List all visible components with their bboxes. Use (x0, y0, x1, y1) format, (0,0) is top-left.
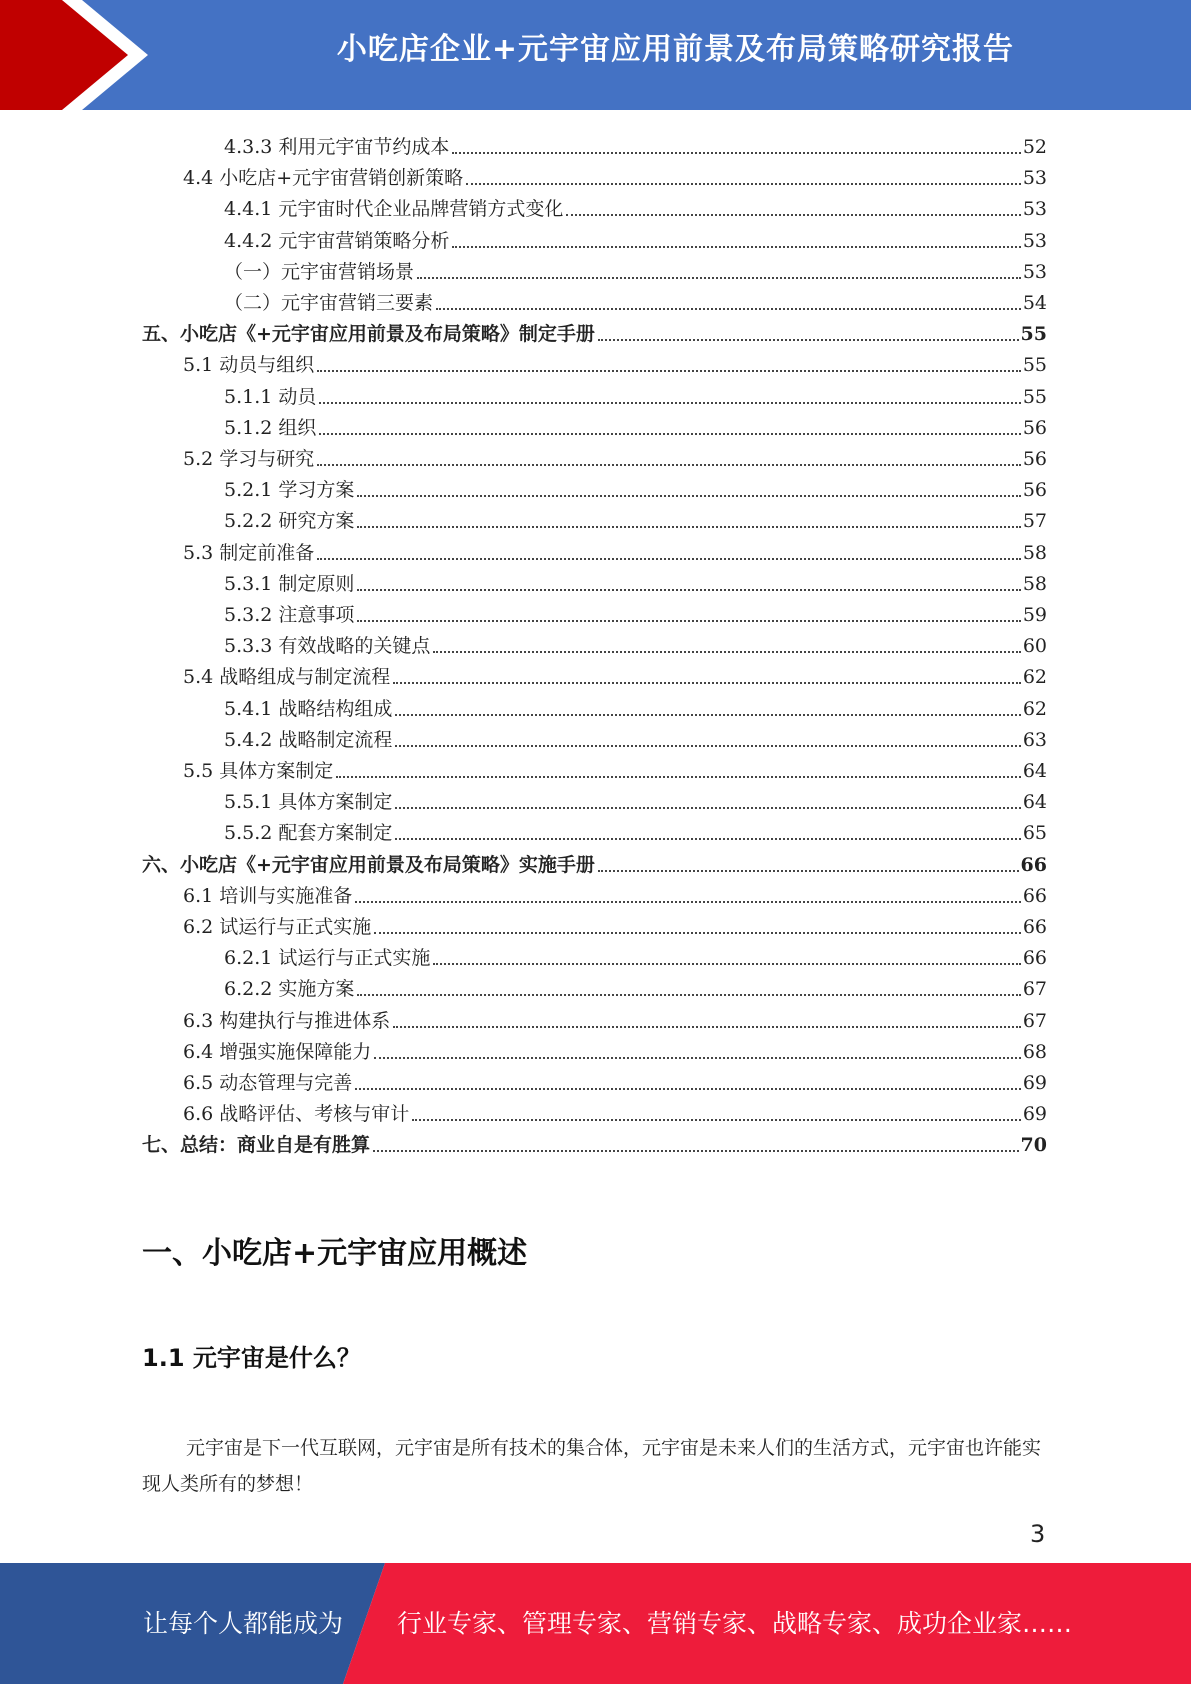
toc-entry[interactable] (224, 471, 1047, 502)
toc-entry-page: 55 (1020, 323, 1047, 346)
toc-entry-label: 4.4 小吃店+元宇宙营销创新策略 (183, 167, 464, 190)
toc-entry-page: 53 (1022, 167, 1047, 190)
toc-entry-label: 6.4 增强实施保障能力 (183, 1040, 372, 1063)
toc-dot-leader (317, 463, 1021, 466)
toc-entry[interactable] (224, 378, 1047, 409)
toc-entry-page: 56 (1022, 416, 1047, 439)
toc-entry-page: 53 (1022, 229, 1047, 252)
toc-dot-leader (395, 744, 1020, 747)
toc-entry-page: 64 (1022, 760, 1047, 782)
toc-entry-label: 5.4 战略组成与制定流程 (183, 666, 391, 689)
toc-entry-label: 5.3.2 注意事项 (224, 604, 355, 626)
toc-entry-label: 5.5.2 配套方案制定 (224, 822, 393, 845)
toc-entry[interactable] (224, 690, 1047, 721)
toc-dot-leader (319, 401, 1020, 404)
toc-entry-page: 67 (1022, 1009, 1047, 1032)
toc-entry[interactable] (224, 783, 1047, 814)
chapter-heading: 一、小吃店+元宇宙应用概述 (142, 1236, 528, 1271)
toc-entry-page: 52 (1022, 136, 1047, 158)
toc-entry-page: 67 (1022, 978, 1047, 1001)
toc-dot-leader (395, 837, 1020, 840)
toc-entry-page: 64 (1022, 791, 1047, 814)
body-paragraph: 元宇宙是下一代互联网，元宇宙是所有技术的集合体，元宇宙是未来人们的生活方式，元宇宙也许能实现人类所有的梦想！ (142, 1437, 1042, 1495)
toc-entry-label: （一）元宇宙营销场景 (224, 260, 415, 283)
toc-entry[interactable] (224, 721, 1047, 752)
toc-dot-leader (393, 681, 1021, 684)
toc-dot-leader (395, 713, 1020, 716)
toc-dot-leader (355, 1087, 1021, 1090)
page-number: 3 (1030, 1520, 1046, 1548)
toc-entry-page: 55 (1022, 385, 1047, 408)
toc-entry[interactable] (142, 1126, 1047, 1157)
toc-dot-leader (598, 869, 1019, 872)
toc-dot-leader (357, 993, 1020, 996)
footer-slogan-right: 行业专家、管理专家、营销专家、战略专家、成功企业家…… (397, 1609, 1073, 1638)
toc-entry-page: 66 (1020, 853, 1047, 876)
toc-entry-label: 6.5 动态管理与完善 (183, 1072, 353, 1094)
toc-entry-page: 53 (1022, 198, 1047, 221)
toc-entry-label: 5.4.1 战略结构组成 (224, 697, 393, 720)
toc-entry[interactable] (224, 502, 1047, 533)
toc-entry-label: 5.1 动员与组织 (183, 354, 315, 377)
toc-entry-page: 57 (1022, 510, 1047, 533)
toc-entry-page: 66 (1022, 884, 1047, 907)
toc-dot-leader (357, 588, 1020, 591)
toc-entry[interactable] (183, 159, 1047, 190)
toc-entry[interactable] (183, 1064, 1047, 1095)
toc-entry-label: 五、小吃店《+元宇宙应用前景及布局策略》制定手册 (142, 323, 595, 346)
toc-entry-page: 69 (1022, 1072, 1047, 1094)
toc-dot-leader (357, 525, 1020, 528)
toc-entry[interactable] (183, 1033, 1047, 1064)
toc-entry-page: 66 (1022, 947, 1047, 970)
toc-dot-leader (417, 276, 1021, 279)
toc-entry-label: 5.3 制定前准备 (183, 541, 315, 564)
toc-entry-label: 6.2 试运行与正式实施 (183, 916, 372, 938)
toc-entry[interactable] (224, 627, 1047, 658)
toc-entry[interactable] (183, 1002, 1047, 1033)
toc-entry-page: 58 (1022, 572, 1047, 595)
toc-entry-page: 66 (1022, 916, 1047, 938)
toc-dot-leader (452, 245, 1020, 248)
toc-entry-page: 56 (1022, 448, 1047, 470)
toc-entry[interactable] (183, 877, 1047, 908)
toc-entry-label: 5.1.1 动员 (224, 385, 317, 408)
toc-entry[interactable] (224, 939, 1047, 970)
toc-dot-leader (452, 151, 1020, 154)
toc-entry[interactable] (183, 908, 1047, 939)
page-header (0, 0, 1191, 110)
toc-entry-page: 68 (1022, 1040, 1047, 1063)
toc-dot-leader (393, 1025, 1021, 1028)
toc-dot-leader (357, 494, 1020, 497)
toc-entry-label: 5.2.1 学习方案 (224, 479, 355, 502)
toc-dot-leader (433, 962, 1020, 965)
toc-entry[interactable] (183, 1095, 1047, 1126)
toc-dot-leader (395, 806, 1020, 809)
toc-entry-page: 63 (1022, 728, 1047, 751)
toc-entry-label: 4.4.2 元宇宙营销策略分析 (224, 229, 450, 252)
toc-entry-page: 55 (1022, 354, 1047, 377)
toc-entry-label: 5.3.1 制定原则 (224, 572, 355, 595)
toc-entry[interactable] (142, 846, 1047, 877)
toc-dot-leader (412, 1118, 1021, 1121)
toc-entry-page: 62 (1022, 666, 1047, 689)
toc-dot-leader (355, 900, 1021, 903)
toc-entry-page: 56 (1022, 479, 1047, 502)
toc-dot-leader (374, 931, 1021, 934)
toc-entry-label: 5.4.2 战略制定流程 (224, 728, 393, 751)
toc-entry[interactable] (224, 814, 1047, 845)
toc-entry[interactable] (183, 534, 1047, 565)
toc-entry-label: （二）元宇宙营销三要素 (224, 292, 434, 314)
toc-entry[interactable] (224, 253, 1047, 284)
toc-entry-label: 6.2.2 实施方案 (224, 978, 355, 1001)
toc-entry-page: 65 (1022, 822, 1047, 845)
toc-entry[interactable] (224, 970, 1047, 1001)
toc-dot-leader (317, 557, 1021, 560)
toc-entry-page: 53 (1022, 260, 1047, 283)
toc-entry[interactable] (224, 409, 1047, 440)
toc-entry-label: 6.3 构建执行与推进体系 (183, 1009, 391, 1032)
footer-slogan-left: 让每个人都能成为 (143, 1609, 344, 1638)
toc-entry[interactable] (224, 596, 1047, 627)
toc-entry-label: 6.2.1 试运行与正式实施 (224, 947, 431, 970)
page-footer (0, 1563, 1191, 1684)
toc-entry-page: 59 (1022, 604, 1047, 626)
toc-entry-label: 6.6 战略评估、考核与审计 (183, 1103, 410, 1126)
toc-entry[interactable] (224, 190, 1047, 221)
toc-entry-label: 6.1 培训与实施准备 (183, 884, 353, 907)
toc-entry[interactable] (224, 222, 1047, 253)
report-title: 小吃店企业+元宇宙应用前景及布局策略研究报告 (336, 32, 1015, 67)
toc-dot-leader (466, 182, 1021, 185)
toc-dot-leader (374, 1056, 1021, 1059)
toc-entry-page: 54 (1022, 292, 1047, 314)
toc-entry[interactable] (224, 128, 1047, 159)
toc-entry[interactable] (224, 565, 1047, 596)
toc-dot-leader (357, 619, 1020, 622)
toc-dot-leader (436, 307, 1021, 310)
toc-entry-label: 六、小吃店《+元宇宙应用前景及布局策略》实施手册 (142, 853, 595, 876)
toc-entry[interactable] (183, 346, 1047, 377)
toc-entry-label: 5.1.2 组织 (224, 416, 317, 439)
toc-entry-page: 62 (1022, 697, 1047, 720)
toc-dot-leader (336, 775, 1021, 778)
toc-entry-label: 5.2 学习与研究 (183, 448, 315, 470)
toc-entry[interactable] (183, 752, 1047, 783)
toc-dot-leader (317, 369, 1021, 372)
toc-entry-label: 5.5.1 具体方案制定 (224, 791, 393, 814)
toc-entry-label: 5.2.2 研究方案 (224, 510, 355, 533)
toc-dot-leader (433, 650, 1020, 653)
toc-dot-leader (319, 432, 1020, 435)
toc-entry[interactable] (183, 440, 1047, 471)
toc-entry[interactable] (224, 284, 1047, 315)
toc-entry-label: 4.3.3 利用元宇宙节约成本 (224, 136, 450, 158)
toc-entry-label: 5.3.3 有效战略的关键点 (224, 635, 431, 658)
toc-entry[interactable] (142, 315, 1047, 346)
section-heading: 1.1 元宇宙是什么？ (142, 1344, 361, 1372)
toc-entry[interactable] (183, 658, 1047, 689)
toc-dot-leader (373, 1149, 1019, 1152)
toc-entry-page: 70 (1020, 1134, 1047, 1157)
toc-entry-label: 七、总结：商业自是有胜算 (142, 1134, 371, 1157)
toc-entry-page: 69 (1022, 1103, 1047, 1126)
toc-entry-page: 58 (1022, 541, 1047, 564)
toc-entry-label: 5.5 具体方案制定 (183, 760, 334, 782)
toc-dot-leader (566, 213, 1020, 216)
toc-entry-page: 60 (1022, 635, 1047, 658)
toc-entry-label: 4.4.1 元宇宙时代企业品牌营销方式变化 (224, 198, 564, 221)
toc-dot-leader (598, 338, 1019, 341)
